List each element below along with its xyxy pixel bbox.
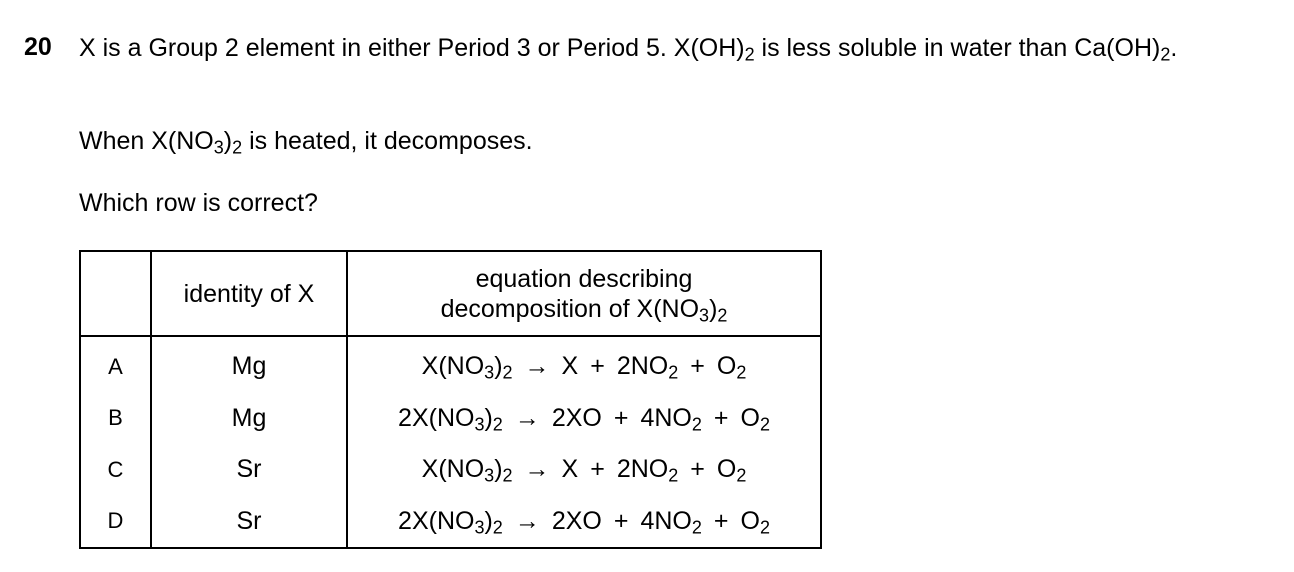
- option-identity: Sr: [151, 496, 347, 549]
- header-letter-cell: [80, 251, 151, 336]
- option-letter: B: [80, 393, 151, 445]
- option-equation: $2X(NO_3)_2 \to 2XO + 4NO_2 + O_2$: [347, 496, 821, 549]
- option-row-a: [80, 336, 821, 393]
- header-identity: identity of X: [151, 251, 347, 336]
- reaction-arrow: →: [524, 455, 550, 484]
- options-table: [79, 250, 822, 549]
- option-letter: C: [80, 444, 151, 496]
- option-letter: A: [80, 336, 151, 393]
- header-equation: equation describing decomposition of $X(NO_3)_2$: [347, 251, 821, 336]
- question-number: 20: [24, 33, 52, 61]
- question-stem: X is a Group 2 element in either Period 3 or Period 5. $X(OH)_2$ is less soluble in water than $Ca(OH)_2$.: [79, 34, 1178, 65]
- reaction-arrow: →: [524, 352, 550, 381]
- option-row-c: [80, 444, 821, 496]
- option-equation: $2X(NO_3)_2 \to 2XO + 4NO_2 + O_2$: [347, 393, 821, 445]
- option-identity: Sr: [151, 444, 347, 496]
- option-identity: Mg: [151, 336, 347, 393]
- question-prompt: Which row is correct?: [79, 189, 318, 217]
- option-equation: $X(NO_3)_2 \to X + 2NO_2 + O_2$: [347, 444, 821, 496]
- reaction-arrow: →: [514, 506, 540, 535]
- option-equation: $X(NO_3)_2 \to X + 2NO_2 + O_2$: [347, 336, 821, 393]
- option-row-b: [80, 393, 821, 445]
- option-identity: Mg: [151, 393, 347, 445]
- reaction-arrow: →: [514, 403, 540, 432]
- table-header-row: [80, 251, 821, 336]
- question-context: When $X(NO_3)_2$ is heated, it decomposes.: [79, 127, 533, 158]
- option-row-d: [80, 496, 821, 549]
- option-letter: D: [80, 496, 151, 549]
